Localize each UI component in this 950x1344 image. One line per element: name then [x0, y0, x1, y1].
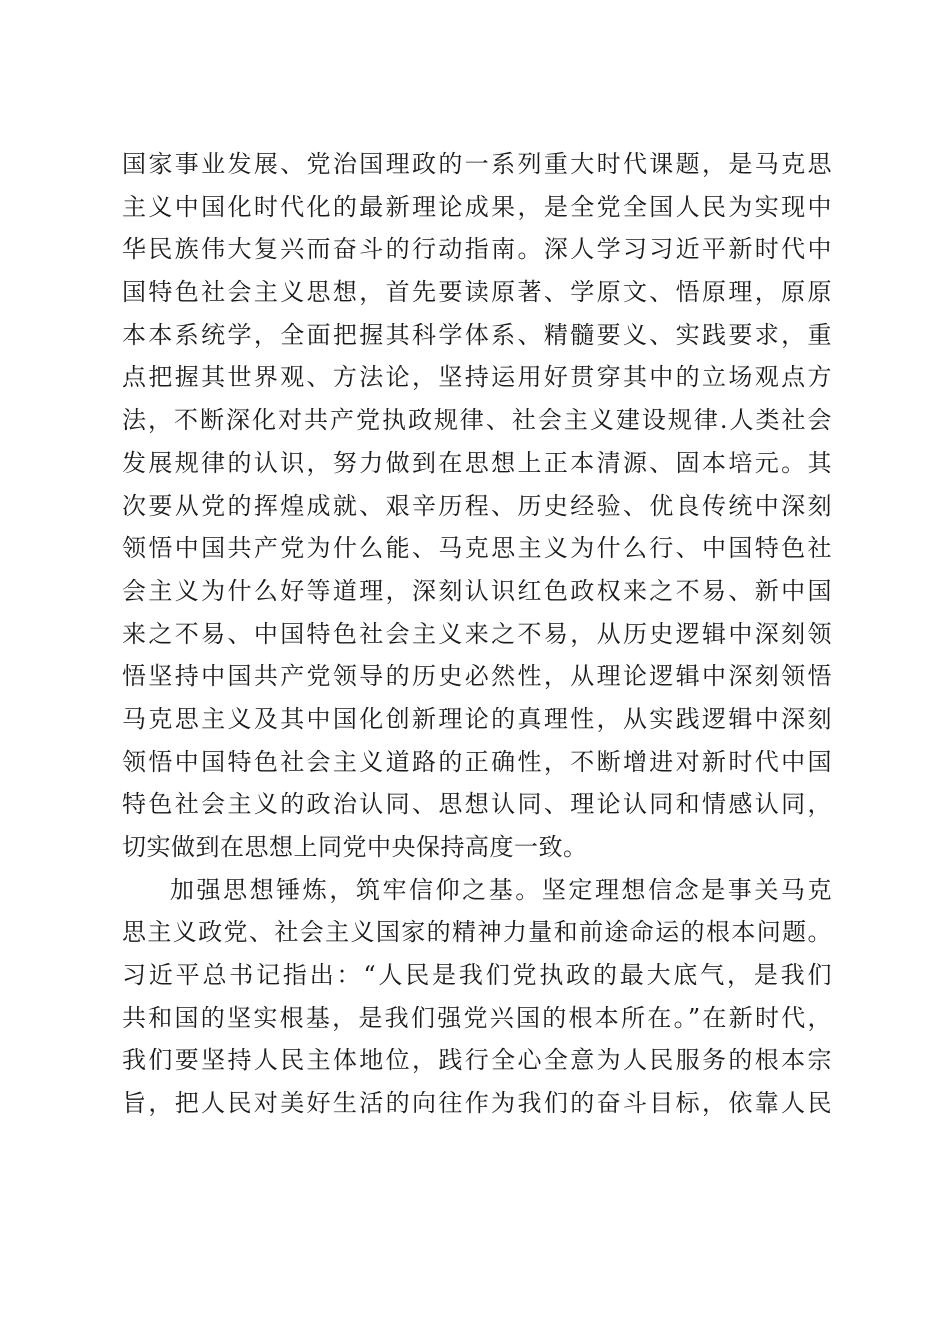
- text-line: 法，不断深化对共产党执政规律、社会主义建设规律.人类社会: [122, 406, 832, 435]
- text-line: 本本系统学，全面把握其科学体系、精髓要义、实践要求，重: [122, 320, 832, 349]
- text-line: 华民族伟大复兴而奋斗的行动指南。深人学习习近平新时代中: [122, 235, 832, 264]
- text-line: 次要从党的挥煌成就、艰辛历程、历史经验、优良传统中深刻: [122, 491, 832, 520]
- text-line: 习近平总书记指出：“人民是我们党执政的最大底气，是我们: [122, 961, 832, 990]
- text-line: 悟坚持中国共产党领导的历史必然性，从理论逻辑中深刻领悟: [122, 662, 832, 691]
- text-line: 国家事业发展、党治国理政的一系列重大时代课题，是马克思: [122, 150, 832, 178]
- text-line: 发展规律的认识，努力做到在思想上正本清源、固本培元。其: [122, 448, 832, 477]
- body-text: [122, 143, 832, 1125]
- text-line: 旨，把人民对美好生活的向往作为我们的奋斗目标，依靠人民: [122, 1089, 832, 1118]
- text-line: 点把握其世界观、方法论，坚持运用好贯穿其中的立场观点方: [122, 363, 832, 392]
- text-line: 共和国的坚实根基，是我们强党兴国的根本所在。”在新时代，: [122, 1003, 832, 1032]
- paragraph-start-line: 加强思想锤炼，筑牢信仰之基。坚定理想信念是事关马克: [170, 875, 832, 904]
- text-line: 来之不易、中国特色社会主义来之不易，从历史逻辑中深刻领: [122, 619, 832, 648]
- text-line: 主义中国化时代化的最新理论成果，是全党全国人民为实现中: [122, 192, 832, 221]
- paragraph-end-line: 切实做到在思想上同党中央保持高度一致。: [122, 833, 588, 861]
- text-line: 领悟中国共产党为什么能、马克思主义为什么行、中国特色社: [122, 534, 832, 563]
- text-line: 会主义为什么好等道理，深刻认识红色政权来之不易、新中国: [122, 576, 832, 605]
- text-line: 马克思主义及其中国化创新理论的真理性，从实践逻辑中深刻: [122, 704, 832, 733]
- text-line: 领悟中国特色社会主义道路的正确性，不断增进对新时代中国: [122, 747, 832, 776]
- text-line: 思主义政党、社会主义国家的精神力量和前途命运的根本问题。: [122, 918, 832, 947]
- text-line: 国特色社会主义思想，首先要读原著、学原文、悟原理，原原: [122, 278, 832, 307]
- text-line: 特色社会主义的政治认同、思想认同、理论认同和情感认同，: [122, 790, 832, 819]
- text-line: 我们要坚持人民主体地位，践行全心全意为人民服务的根本宗: [122, 1046, 832, 1075]
